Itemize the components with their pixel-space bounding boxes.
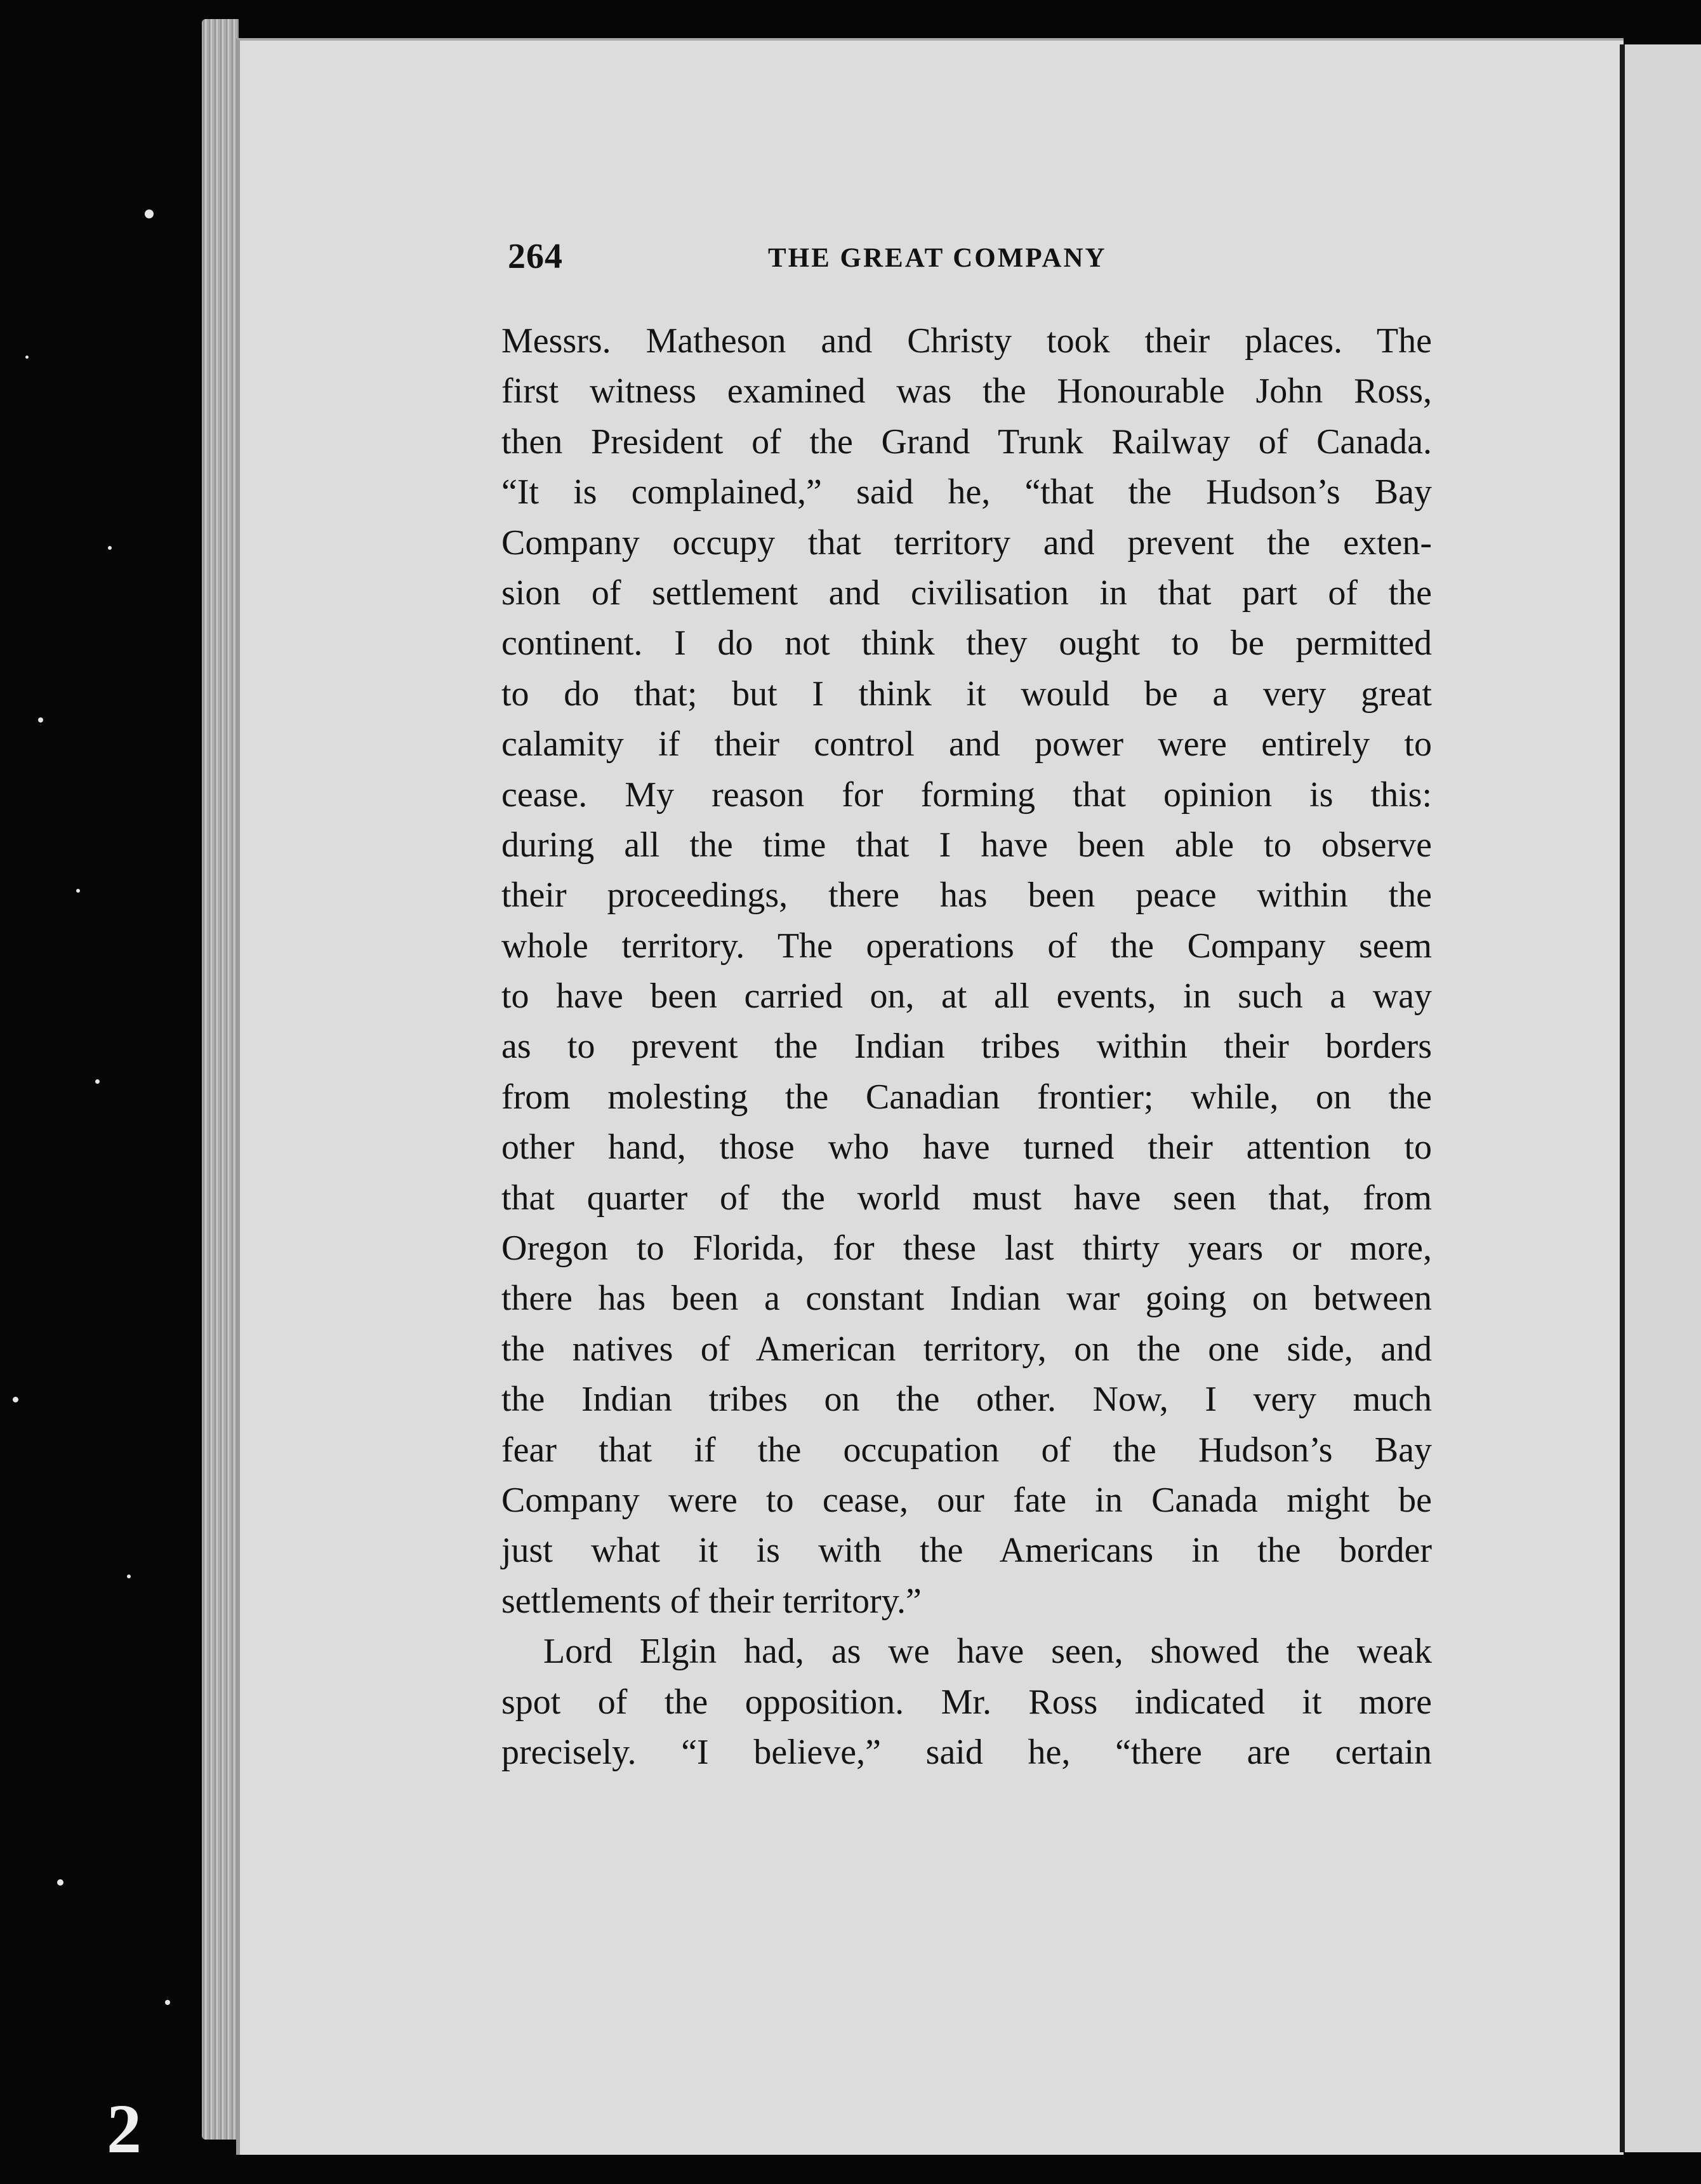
text-line: Messrs. Matheson and Christy took their places. The: [501, 321, 1432, 361]
page-number: 264: [508, 237, 563, 276]
dust-speck: [108, 546, 112, 550]
book-page-edges: [202, 19, 239, 2140]
text-line: precisely. “I believe,” said he, “there are certain: [501, 1732, 1432, 1772]
text-line: Company were to cease, our fate in Canada might be: [501, 1480, 1432, 1520]
text-line: Company occupy that territory and prevent the exten-: [501, 523, 1432, 563]
text-line: calamity if their control and power were entirely to: [501, 724, 1432, 764]
text-line: their proceedings, there has been peace within the: [501, 876, 1432, 916]
text-line: fear that if the occupation of the Hudson’s Bay: [501, 1430, 1432, 1470]
text-line: other hand, those who have turned their attention to: [501, 1128, 1432, 1168]
text-line: that quarter of the world must have seen that, from: [501, 1178, 1432, 1218]
text-line: continent. I do not think they ought to be permitted: [501, 623, 1432, 663]
dust-speck: [38, 717, 43, 722]
dust-speck: [13, 1397, 18, 1402]
paragraph: [501, 1627, 1432, 1778]
text-line: there has been a constant Indian war going on between: [501, 1279, 1432, 1319]
running-title: THE GREAT COMPANY: [768, 243, 1107, 273]
text-line: settlements of their territory.”: [501, 1581, 922, 1621]
dust-speck: [25, 356, 29, 359]
dust-speck: [76, 889, 80, 893]
dust-speck: [95, 1079, 100, 1084]
text-line: whole territory. The operations of the Company seem: [501, 926, 1432, 966]
text-line: the Indian tribes on the other. Now, I very much: [501, 1380, 1432, 1420]
dust-speck: [145, 210, 154, 218]
text-line: to have been carried on, at all events, in such a way: [501, 976, 1432, 1016]
page-header: [508, 236, 1422, 281]
text-line: spot of the opposition. Mr. Ross indicated it more: [501, 1682, 1432, 1722]
dust-speck: [57, 1879, 63, 1886]
body-text: [501, 316, 1432, 1778]
text-line: to do that; but I think it would be a very great: [501, 674, 1432, 714]
paragraph: [501, 316, 1432, 1627]
text-line: Lord Elgin had, as we have seen, showed the weak: [543, 1632, 1432, 1672]
text-line: as to prevent the Indian tribes within their borders: [501, 1027, 1432, 1067]
dust-speck: [127, 1575, 131, 1578]
text-line: cease. My reason for forming that opinion is this:: [501, 775, 1432, 815]
text-line: sion of settlement and civilisation in that part of the: [501, 573, 1432, 613]
text-line: the natives of American territory, on the one side, and: [501, 1329, 1432, 1369]
text-line: “It is complained,” said he, “that the Hudson’s Bay: [501, 472, 1432, 512]
text-line: Oregon to Florida, for these last thirty years or more,: [501, 1228, 1432, 1268]
text-line: then President of the Grand Trunk Railway of Canada.: [501, 422, 1432, 462]
margin-mark: 2: [107, 2090, 142, 2167]
text-line: during all the time that I have been able to observe: [501, 825, 1432, 865]
facing-page-edge: [1620, 44, 1701, 2152]
text-line: just what it is with the Americans in the border: [501, 1531, 1432, 1571]
text-line: first witness examined was the Honourable John Ross,: [501, 371, 1432, 411]
text-line: from molesting the Canadian frontier; while, on the: [501, 1077, 1432, 1117]
dust-speck: [165, 2000, 170, 2005]
